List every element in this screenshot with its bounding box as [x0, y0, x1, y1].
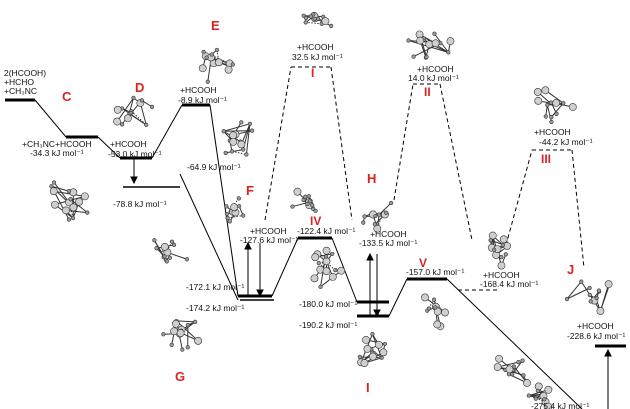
molecule-bottom [494, 355, 531, 386]
molecule-ts2 [407, 31, 454, 60]
arrow-d-head [131, 177, 137, 183]
molecule-structures [50, 12, 613, 409]
species-label-j: J [567, 262, 575, 277]
molecule-1684 [488, 232, 511, 269]
conn-f-iv [272, 238, 298, 296]
arrow-h-up-head [367, 254, 373, 260]
conn-h-v [389, 279, 407, 316]
level-h-label-2: -133.5 kJ mol⁻¹ [359, 238, 418, 248]
level-1684-label-1: +HCOOH [483, 270, 520, 280]
level-c-label-1: +CH₃NC+HCOOH [22, 139, 92, 149]
start-label-1: 2(HCOOH) [4, 68, 47, 78]
molecule-iv [291, 188, 318, 213]
level-e-label-1: +HCOOH [180, 85, 217, 95]
level-f-label-2: -127.6 kJ mol⁻¹ [240, 235, 299, 245]
dash-ts1-iv [331, 67, 352, 220]
ts2-roman: II [424, 85, 431, 99]
dash-1684-ts3 [506, 150, 532, 245]
molecule-g-1 [153, 238, 189, 263]
species-label-g: G [175, 369, 186, 384]
level-h-label-1: +HCOOH [370, 229, 407, 239]
level-c-label-2: -34.3 kJ mol⁻¹ [30, 148, 84, 158]
species-label-d: D [135, 80, 145, 95]
start-label-3: +CH₃NC [4, 86, 37, 96]
molecule-h [361, 201, 392, 232]
level-1902-label: -190.2 kJ mol⁻¹ [299, 320, 358, 330]
level-j-label-2: -228.6 kJ mol⁻¹ [567, 331, 626, 341]
ts1-roman: I [311, 66, 315, 80]
ts2-label-2: 14.0 kJ mol⁻¹ [408, 73, 459, 83]
ts1-label-1: +HCOOH [297, 42, 334, 52]
dash-ts2-1684 [440, 84, 472, 240]
profile-lines [5, 64, 626, 409]
ts5-roman: V [419, 256, 428, 270]
molecule-g-2 [162, 319, 202, 351]
ts4-roman: IV [310, 214, 322, 228]
species-label-f: F [246, 183, 254, 198]
level-f-label-1: +HCOOH [250, 226, 287, 236]
ts3-label-1: +HCOOH [534, 127, 571, 137]
species-label-e: E [211, 18, 220, 33]
level-d-label-2: -53.0 kJ mol⁻¹ [108, 149, 162, 159]
ts5-label: -157.0 kJ mol⁻¹ [406, 267, 465, 277]
molecule-d [114, 96, 154, 127]
molecule-j [565, 280, 612, 315]
species-label-h: H [367, 171, 377, 186]
molecule-c [50, 181, 89, 222]
molecule-ts3 [534, 87, 576, 124]
arrow-j-up-head [605, 350, 611, 356]
level-788-label: -78.8 kJ mol⁻¹ [113, 199, 167, 209]
molecule-e2 [222, 121, 254, 157]
ts3-roman: III [541, 152, 552, 166]
level-1742-label: -174.2 kJ mol⁻¹ [186, 303, 245, 313]
start-label-2: +HCHO [4, 77, 34, 87]
dash-ts3-j [572, 150, 584, 268]
molecule-v [421, 294, 448, 330]
molecule-i [357, 332, 387, 366]
ts4-label: -122.4 kJ mol⁻¹ [297, 226, 356, 236]
level-649-label: -64.9 kJ mol⁻¹ [187, 162, 241, 172]
ts1-label-2: 32.5 kJ mol⁻¹ [292, 52, 343, 62]
level-1684-label-2: -168.4 kJ mol⁻¹ [480, 279, 539, 289]
level-1800-label: -180.0 kJ mol⁻¹ [299, 299, 358, 309]
molecule-ts1 [302, 12, 333, 27]
level-d-label-1: +HCOOH [110, 139, 147, 149]
species-label-c: C [62, 89, 72, 104]
conn-v-down [447, 279, 582, 409]
level-1721-label: -172.1 kJ mol⁻¹ [186, 282, 245, 292]
molecule-e [199, 48, 235, 83]
level-bottom-label: -275.4 kJ mol⁻¹ [531, 401, 590, 409]
ts2-label-1: +HCOOH [417, 64, 454, 74]
level-j-label-1: +HCOOH [577, 321, 614, 331]
molecule-iv-b [311, 247, 345, 289]
ts3-label-2: -44.2 kJ mol⁻¹ [539, 137, 593, 147]
molecule-f [225, 197, 245, 224]
dash-f-ts1 [265, 67, 291, 220]
species-label-i: I [366, 380, 370, 395]
dash-h-ts2 [394, 84, 413, 200]
conn-start-c [35, 100, 66, 137]
level-e-label-2: -8.9 kJ mol⁻¹ [178, 95, 227, 105]
